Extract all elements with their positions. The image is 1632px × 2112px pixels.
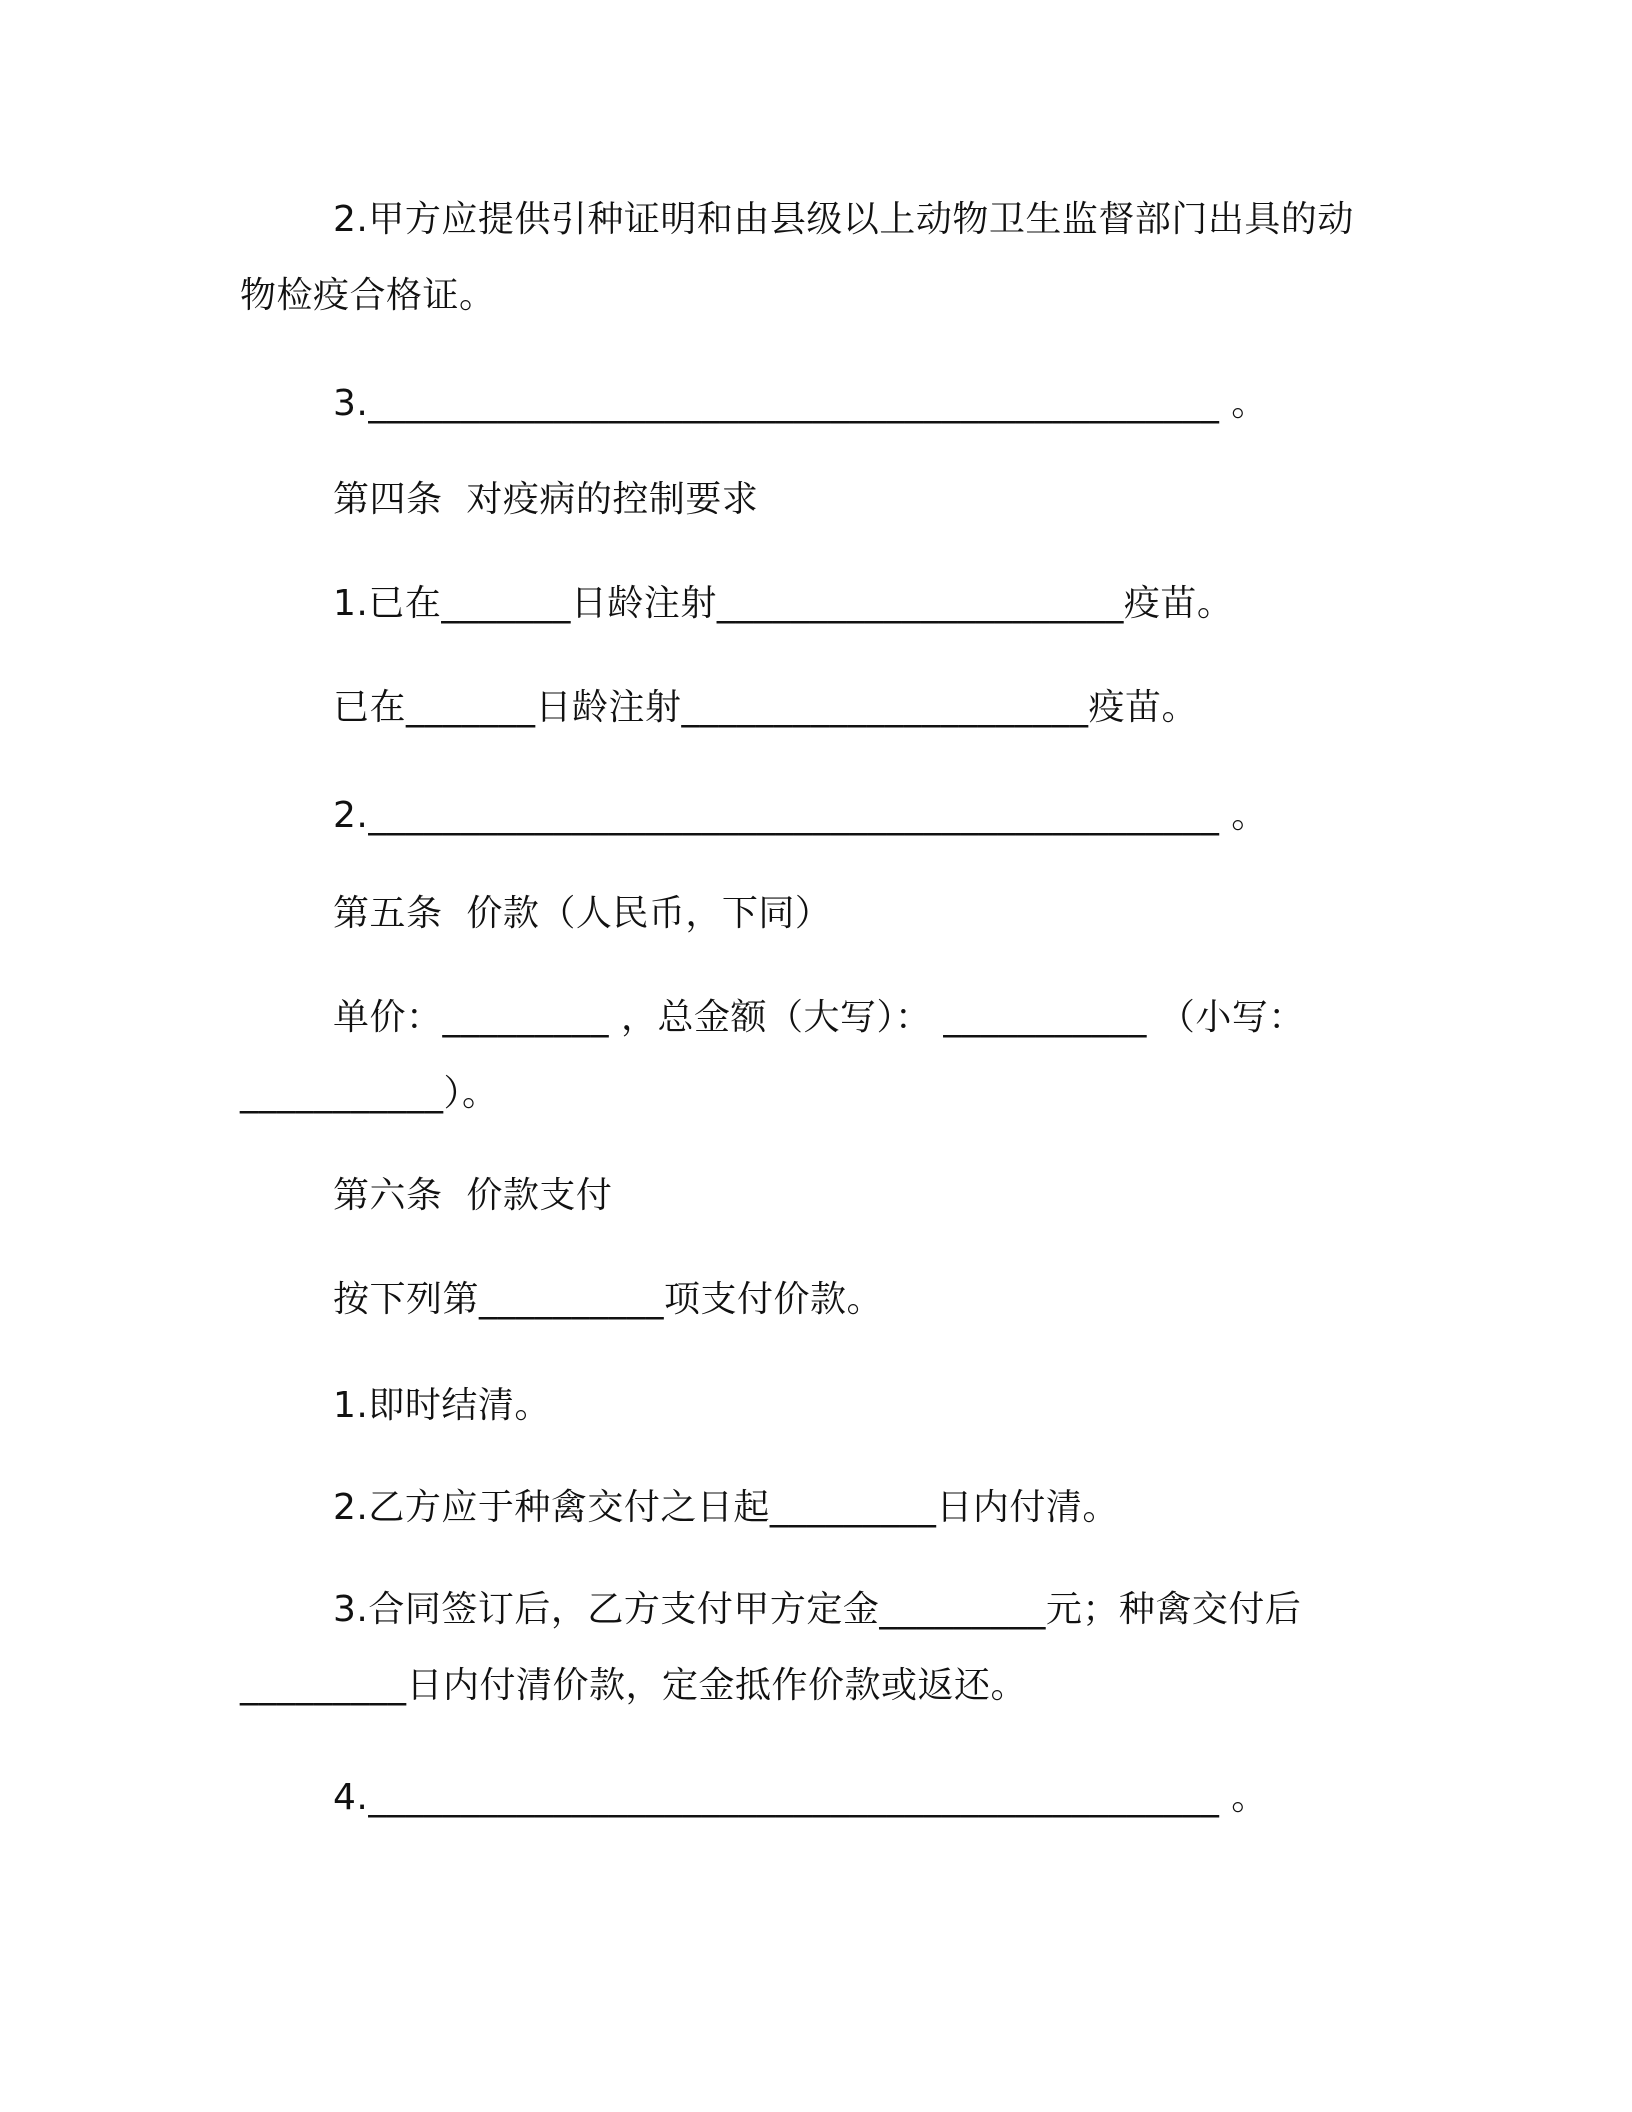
clause-6-option-2: 2.乙方应于种禽交付之日起_________日内付清。	[333, 1487, 1119, 1528]
clause-5-price-line-1: 单价：_________ ，总金额（大写）： ___________ （小写：	[333, 997, 1305, 1038]
clause-4-item-1: 1.已在_______日龄注射______________________疫苗。	[333, 583, 1234, 624]
clause-3-item-3: 3.______________________________________________ 。	[333, 383, 1268, 424]
clause-6-option-1: 1.即时结清。	[333, 1385, 551, 1426]
clause-4-item-2: 2.______________________________________________ 。	[333, 795, 1268, 836]
clause-5-price-line-2: ___________）。	[240, 1073, 499, 1114]
clause-6-option-3-line-1: 3.合同签订后，乙方支付甲方定金_________元；种禽交付后	[333, 1589, 1302, 1630]
clause-3-item-2-line-2: 物检疫合格证。	[240, 275, 496, 316]
clause-4-item-1-continued: 已在_______日龄注射______________________疫苗。	[333, 687, 1199, 728]
clause-4-heading: 第四条 对疫病的控制要求	[333, 479, 759, 520]
clause-6-option-3-line-2: _________日内付清价款，定金抵作价款或返还。	[240, 1665, 1028, 1706]
clause-6-heading: 第六条 价款支付	[333, 1175, 613, 1216]
clause-6-option-intro: 按下列第__________项支付价款。	[333, 1279, 884, 1320]
clause-5-heading: 第五条 价款（人民币，下同）	[333, 893, 832, 934]
clause-6-option-4: 4.______________________________________________ 。	[333, 1777, 1268, 1818]
clause-3-item-2-line-1: 2.甲方应提供引种证明和由县级以上动物卫生监督部门出具的动	[333, 199, 1354, 240]
